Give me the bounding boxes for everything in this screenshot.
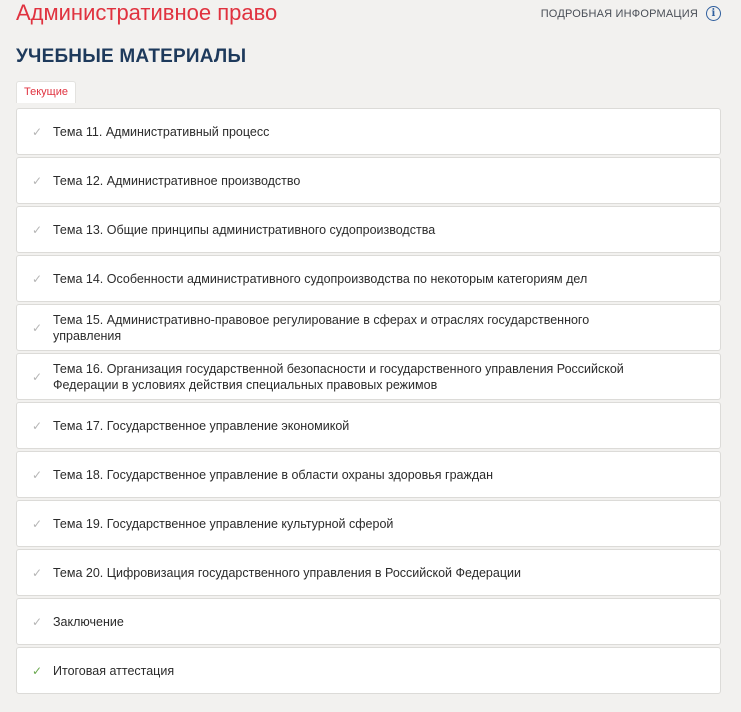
check-icon: ✓	[32, 418, 43, 433]
check-icon: ✓	[32, 467, 43, 482]
list-item[interactable]	[16, 402, 721, 449]
list-item[interactable]	[16, 304, 721, 351]
section-title: УЧЕБНЫЕ МАТЕРИАЛЫ	[16, 46, 247, 67]
list-item[interactable]	[16, 108, 721, 155]
more-info-label: ПОДРОБНАЯ ИНФОРМАЦИЯ	[540, 7, 698, 20]
list-item[interactable]	[16, 647, 721, 694]
item-label: Тема 14. Особенности административного судопроизводства по некоторым категориям дел	[53, 271, 588, 286]
list-item[interactable]	[16, 549, 721, 596]
item-label: Тема 13. Общие принципы административного судопроизводства	[53, 222, 436, 237]
list-item[interactable]	[16, 353, 721, 400]
item-label: Тема 18. Государственное управление в области охраны здоровья граждан	[53, 467, 494, 482]
list-item[interactable]	[16, 157, 721, 204]
list-item[interactable]	[16, 206, 721, 253]
check-done-icon: ✓	[32, 663, 43, 678]
item-label: Тема 12. Административное производство	[53, 173, 301, 188]
item-label: Итоговая аттестация	[53, 663, 175, 678]
materials-list	[16, 108, 721, 696]
list-item[interactable]	[16, 255, 721, 302]
check-icon: ✓	[32, 222, 43, 237]
check-icon: ✓	[32, 271, 43, 286]
tab-current[interactable]: Текущие	[16, 81, 76, 103]
more-info-link[interactable]	[541, 6, 721, 21]
list-item[interactable]	[16, 451, 721, 498]
item-label: Заключение	[53, 614, 124, 629]
item-label: Тема 15. Административно-правовое регулирование в сферах и отраслях государственного управления	[53, 312, 590, 343]
check-icon: ✓	[32, 173, 43, 188]
check-icon: ✓	[32, 320, 43, 335]
item-label: Тема 11. Административный процесс	[53, 124, 270, 139]
page-title: Административное право	[16, 0, 278, 25]
list-item[interactable]	[16, 598, 721, 645]
item-label: Тема 20. Цифровизация государственного управления в Российской Федерации	[53, 565, 521, 580]
check-icon: ✓	[32, 565, 43, 580]
check-icon: ✓	[32, 369, 43, 384]
item-label: Тема 19. Государственное управление культурной сферой	[53, 516, 394, 531]
list-item[interactable]	[16, 500, 721, 547]
item-label: Тема 17. Государственное управление экономикой	[53, 418, 350, 433]
check-icon: ✓	[32, 124, 43, 139]
info-icon[interactable]: i	[706, 6, 721, 21]
check-icon: ✓	[32, 614, 43, 629]
item-label: Тема 16. Организация государственной безопасности и государственного управления Российской Федерации в условиях действия специальных правовых режимов	[53, 361, 624, 392]
check-icon: ✓	[32, 516, 43, 531]
